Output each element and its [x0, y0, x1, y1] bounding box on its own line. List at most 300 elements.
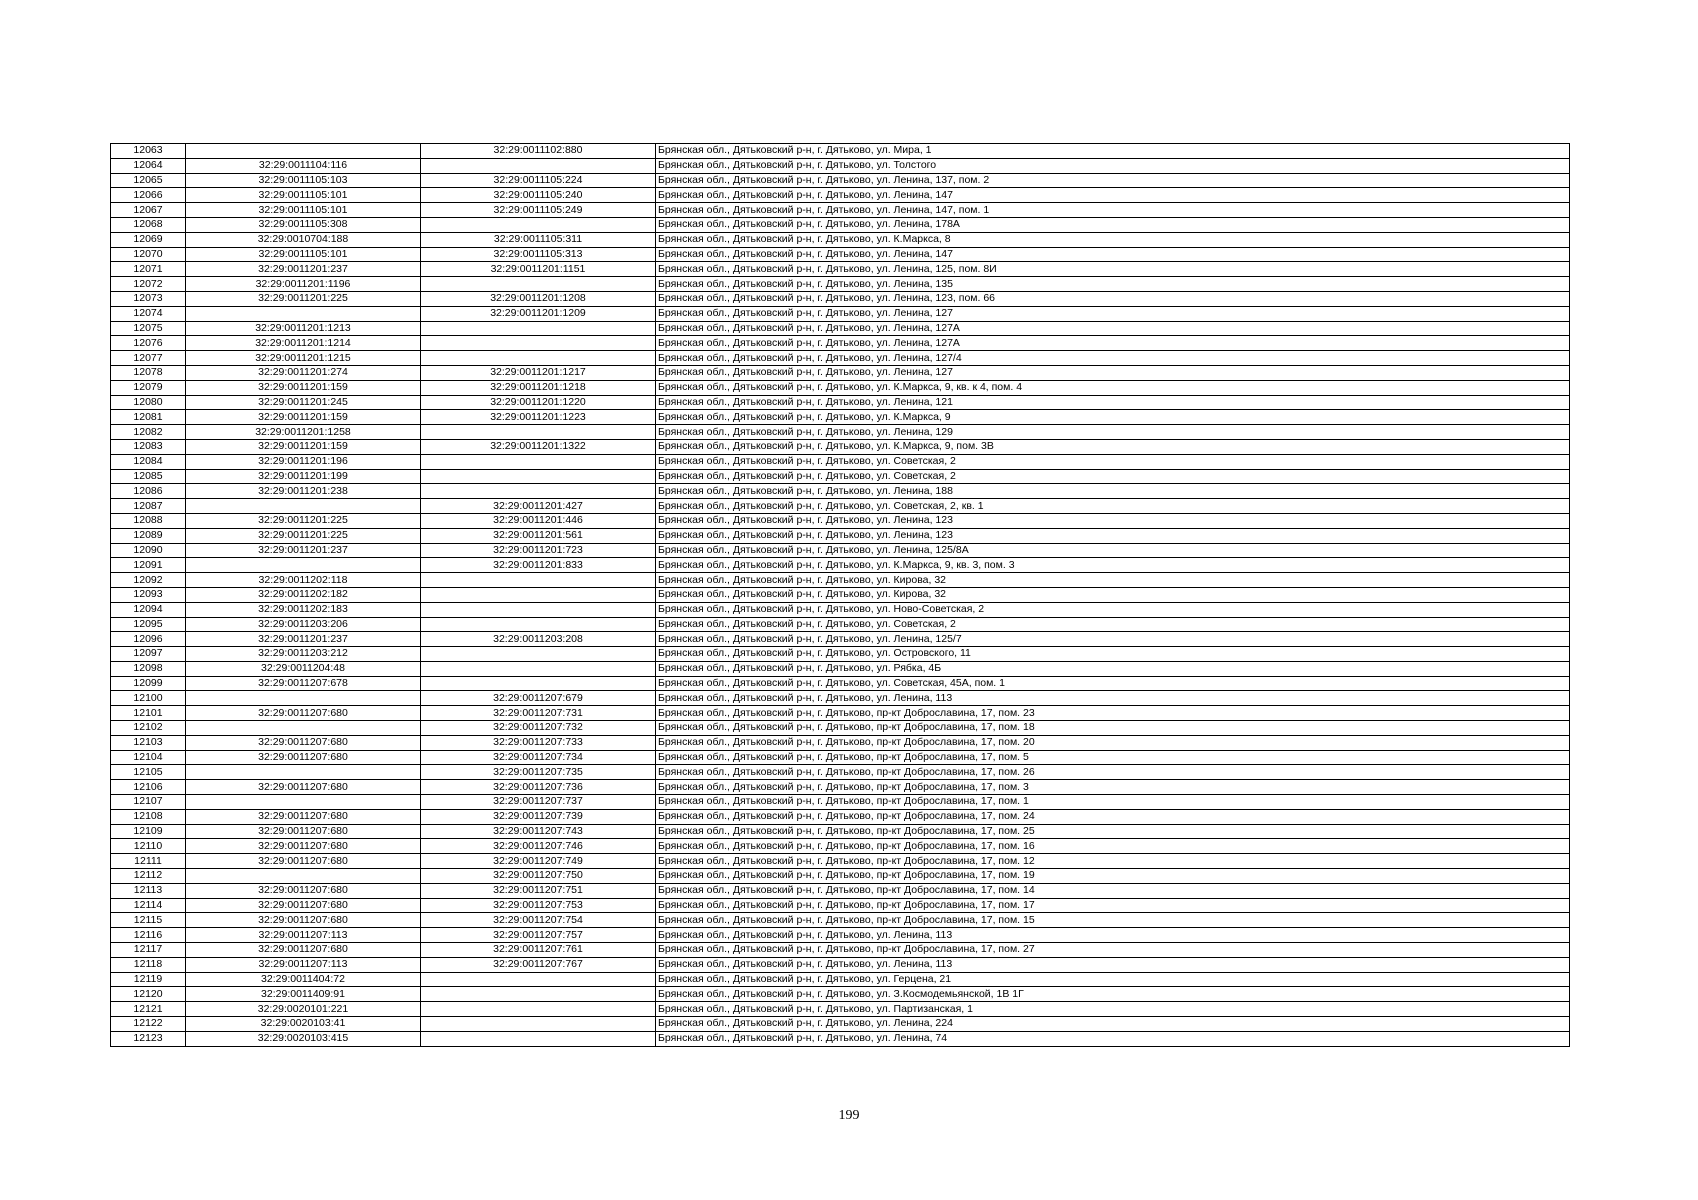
address-cell: Брянская обл., Дятьковский р-н, г. Дятьково, ул. Ленина, 123 [656, 513, 1570, 528]
row-number-cell: 12068 [111, 217, 186, 232]
registry-table-body [111, 144, 1570, 1047]
row-number-cell: 12121 [111, 1002, 186, 1017]
table-row [111, 957, 1570, 972]
row-number-cell: 12113 [111, 883, 186, 898]
related-cadastral-number-cell: 32:29:0011201:1208 [421, 291, 656, 306]
related-cadastral-number-cell [421, 336, 656, 351]
address-cell: Брянская обл., Дятьковский р-н, г. Дятьково, пр-кт Доброславина, 17, пом. 19 [656, 869, 1570, 884]
row-number-cell: 12070 [111, 247, 186, 262]
address-cell: Брянская обл., Дятьковский р-н, г. Дятьково, ул. Ленина, 113 [656, 928, 1570, 943]
related-cadastral-number-cell [421, 602, 656, 617]
cadastral-number-cell: 32:29:0011201:245 [186, 395, 421, 410]
row-number-cell: 12075 [111, 321, 186, 336]
cadastral-number-cell: 32:29:0011203:212 [186, 647, 421, 662]
related-cadastral-number-cell: 32:29:0011207:757 [421, 928, 656, 943]
row-number-cell: 12107 [111, 795, 186, 810]
row-number-cell: 12118 [111, 957, 186, 972]
address-cell: Брянская обл., Дятьковский р-н, г. Дятьково, ул. Ново-Советская, 2 [656, 602, 1570, 617]
table-row [111, 351, 1570, 366]
related-cadastral-number-cell: 32:29:0011207:767 [421, 957, 656, 972]
related-cadastral-number-cell [421, 676, 656, 691]
cadastral-number-cell: 32:29:0011207:113 [186, 957, 421, 972]
address-cell: Брянская обл., Дятьковский р-н, г. Дятьково, пр-кт Доброславина, 17, пом. 25 [656, 824, 1570, 839]
row-number-cell: 12104 [111, 750, 186, 765]
row-number-cell: 12084 [111, 454, 186, 469]
table-row [111, 928, 1570, 943]
row-number-cell: 12090 [111, 543, 186, 558]
related-cadastral-number-cell: 32:29:0011201:1223 [421, 410, 656, 425]
cadastral-number-cell: 32:29:0011201:237 [186, 262, 421, 277]
related-cadastral-number-cell [421, 972, 656, 987]
cadastral-number-cell: 32:29:0011201:225 [186, 291, 421, 306]
row-number-cell: 12109 [111, 824, 186, 839]
related-cadastral-number-cell [421, 425, 656, 440]
related-cadastral-number-cell: 32:29:0011207:746 [421, 839, 656, 854]
address-cell: Брянская обл., Дятьковский р-н, г. Дятьково, ул. Кирова, 32 [656, 573, 1570, 588]
cadastral-number-cell: 32:29:0011201:274 [186, 365, 421, 380]
table-row [111, 410, 1570, 425]
address-cell: Брянская обл., Дятьковский р-н, г. Дятьково, ул. К.Маркса, 9, кв. 3, пом. 3 [656, 558, 1570, 573]
address-cell: Брянская обл., Дятьковский р-н, г. Дятьково, ул. Кирова, 32 [656, 587, 1570, 602]
related-cadastral-number-cell [421, 617, 656, 632]
cadastral-number-cell: 32:29:0010704:188 [186, 232, 421, 247]
row-number-cell: 12091 [111, 558, 186, 573]
cadastral-number-cell: 32:29:0011201:159 [186, 380, 421, 395]
cadastral-number-cell: 32:29:0011105:101 [186, 247, 421, 262]
row-number-cell: 12094 [111, 602, 186, 617]
related-cadastral-number-cell [421, 158, 656, 173]
cadastral-number-cell: 32:29:0011201:238 [186, 484, 421, 499]
cadastral-number-cell: 32:29:0020101:221 [186, 1002, 421, 1017]
related-cadastral-number-cell [421, 321, 656, 336]
address-cell: Брянская обл., Дятьковский р-н, г. Дятьково, пр-кт Доброславина, 17, пом. 15 [656, 913, 1570, 928]
row-number-cell: 12077 [111, 351, 186, 366]
address-cell: Брянская обл., Дятьковский р-н, г. Дятьково, ул. Толстого [656, 158, 1570, 173]
row-number-cell: 12089 [111, 528, 186, 543]
table-row [111, 735, 1570, 750]
related-cadastral-number-cell: 32:29:0011207:743 [421, 824, 656, 839]
table-row [111, 558, 1570, 573]
row-number-cell: 12114 [111, 898, 186, 913]
related-cadastral-number-cell [421, 1031, 656, 1046]
related-cadastral-number-cell: 32:29:0011207:679 [421, 691, 656, 706]
table-row [111, 883, 1570, 898]
cadastral-number-cell: 32:29:0011207:680 [186, 854, 421, 869]
row-number-cell: 12123 [111, 1031, 186, 1046]
table-row [111, 898, 1570, 913]
row-number-cell: 12097 [111, 647, 186, 662]
related-cadastral-number-cell [421, 647, 656, 662]
address-cell: Брянская обл., Дятьковский р-н, г. Дятьково, пр-кт Доброславина, 17, пом. 27 [656, 943, 1570, 958]
address-cell: Брянская обл., Дятьковский р-н, г. Дятьково, ул. Ленина, 137, пом. 2 [656, 173, 1570, 188]
table-row [111, 291, 1570, 306]
table-row [111, 1031, 1570, 1046]
table-row [111, 203, 1570, 218]
row-number-cell: 12098 [111, 661, 186, 676]
related-cadastral-number-cell [421, 277, 656, 292]
cadastral-number-cell: 32:29:0011207:680 [186, 780, 421, 795]
row-number-cell: 12116 [111, 928, 186, 943]
cadastral-number-cell [186, 691, 421, 706]
table-row [111, 513, 1570, 528]
cadastral-number-cell: 32:29:0011404:72 [186, 972, 421, 987]
address-cell: Брянская обл., Дятьковский р-н, г. Дятьково, ул. Островского, 11 [656, 647, 1570, 662]
cadastral-number-cell: 32:29:0011207:678 [186, 676, 421, 691]
address-cell: Брянская обл., Дятьковский р-н, г. Дятьково, ул. Советская, 45А, пом. 1 [656, 676, 1570, 691]
row-number-cell: 12092 [111, 573, 186, 588]
address-cell: Брянская обл., Дятьковский р-н, г. Дятьково, ул. Ленина, 121 [656, 395, 1570, 410]
row-number-cell: 12105 [111, 765, 186, 780]
related-cadastral-number-cell: 32:29:0011201:1217 [421, 365, 656, 380]
table-row [111, 365, 1570, 380]
address-cell: Брянская обл., Дятьковский р-н, г. Дятьково, пр-кт Доброславина, 17, пом. 18 [656, 721, 1570, 736]
row-number-cell: 12064 [111, 158, 186, 173]
related-cadastral-number-cell: 32:29:0011102:880 [421, 144, 656, 159]
address-cell: Брянская обл., Дятьковский р-н, г. Дятьково, ул. К.Маркса, 9 [656, 410, 1570, 425]
row-number-cell: 12099 [111, 676, 186, 691]
row-number-cell: 12073 [111, 291, 186, 306]
address-cell: Брянская обл., Дятьковский р-н, г. Дятьково, пр-кт Доброславина, 17, пом. 23 [656, 706, 1570, 721]
address-cell: Брянская обл., Дятьковский р-н, г. Дятьково, пр-кт Доброславина, 17, пом. 20 [656, 735, 1570, 750]
table-row [111, 173, 1570, 188]
related-cadastral-number-cell: 32:29:0011105:240 [421, 188, 656, 203]
row-number-cell: 12102 [111, 721, 186, 736]
address-cell: Брянская обл., Дятьковский р-н, г. Дятьково, ул. Ленина, 125, пом. 8И [656, 262, 1570, 277]
related-cadastral-number-cell: 32:29:0011105:224 [421, 173, 656, 188]
table-row [111, 499, 1570, 514]
table-row [111, 913, 1570, 928]
cadastral-number-cell: 32:29:0011207:680 [186, 750, 421, 765]
table-row [111, 721, 1570, 736]
cadastral-number-cell: 32:29:0011201:1258 [186, 425, 421, 440]
table-row [111, 380, 1570, 395]
cadastral-number-cell: 32:29:0011201:199 [186, 469, 421, 484]
table-row [111, 144, 1570, 159]
row-number-cell: 12066 [111, 188, 186, 203]
related-cadastral-number-cell [421, 217, 656, 232]
cadastral-number-cell [186, 306, 421, 321]
related-cadastral-number-cell [421, 987, 656, 1002]
table-row [111, 602, 1570, 617]
related-cadastral-number-cell: 32:29:0011201:723 [421, 543, 656, 558]
table-row [111, 676, 1570, 691]
cadastral-number-cell: 32:29:0011201:237 [186, 543, 421, 558]
row-number-cell: 12111 [111, 854, 186, 869]
row-number-cell: 12065 [111, 173, 186, 188]
address-cell: Брянская обл., Дятьковский р-н, г. Дятьково, ул. Советская, 2, кв. 1 [656, 499, 1570, 514]
related-cadastral-number-cell: 32:29:0011105:311 [421, 232, 656, 247]
cadastral-number-cell: 32:29:0011207:680 [186, 824, 421, 839]
table-row [111, 158, 1570, 173]
cadastral-number-cell: 32:29:0011207:113 [186, 928, 421, 943]
cadastral-number-cell: 32:29:0011204:48 [186, 661, 421, 676]
address-cell: Брянская обл., Дятьковский р-н, г. Дятьково, ул. Ленина, 224 [656, 1017, 1570, 1032]
cadastral-number-cell [186, 869, 421, 884]
table-row [111, 484, 1570, 499]
cadastral-number-cell: 32:29:0011207:680 [186, 809, 421, 824]
row-number-cell: 12081 [111, 410, 186, 425]
row-number-cell: 12096 [111, 632, 186, 647]
cadastral-number-cell: 32:29:0011201:1196 [186, 277, 421, 292]
table-row [111, 469, 1570, 484]
address-cell: Брянская обл., Дятьковский р-н, г. Дятьково, ул. Ленина, 135 [656, 277, 1570, 292]
table-row [111, 691, 1570, 706]
table-row [111, 780, 1570, 795]
related-cadastral-number-cell: 32:29:0011207:734 [421, 750, 656, 765]
address-cell: Брянская обл., Дятьковский р-н, г. Дятьково, ул. Ленина, 113 [656, 957, 1570, 972]
row-number-cell: 12071 [111, 262, 186, 277]
address-cell: Брянская обл., Дятьковский р-н, г. Дятьково, ул. Ленина, 178А [656, 217, 1570, 232]
related-cadastral-number-cell [421, 351, 656, 366]
cadastral-number-cell: 32:29:0011104:116 [186, 158, 421, 173]
row-number-cell: 12120 [111, 987, 186, 1002]
row-number-cell: 12063 [111, 144, 186, 159]
table-row [111, 573, 1570, 588]
related-cadastral-number-cell: 32:29:0011105:249 [421, 203, 656, 218]
cadastral-number-cell: 32:29:0011201:1215 [186, 351, 421, 366]
related-cadastral-number-cell: 32:29:0011105:313 [421, 247, 656, 262]
row-number-cell: 12100 [111, 691, 186, 706]
cadastral-number-cell [186, 795, 421, 810]
table-row [111, 972, 1570, 987]
address-cell: Брянская обл., Дятьковский р-н, г. Дятьково, ул. К.Маркса, 9, кв. к 4, пом. 4 [656, 380, 1570, 395]
cadastral-number-cell: 32:29:0011105:103 [186, 173, 421, 188]
cadastral-number-cell: 32:29:0011202:118 [186, 573, 421, 588]
related-cadastral-number-cell: 32:29:0011207:761 [421, 943, 656, 958]
related-cadastral-number-cell [421, 454, 656, 469]
cadastral-number-cell: 32:29:0011207:680 [186, 898, 421, 913]
related-cadastral-number-cell: 32:29:0011201:561 [421, 528, 656, 543]
related-cadastral-number-cell [421, 573, 656, 588]
cadastral-number-cell: 32:29:0011203:206 [186, 617, 421, 632]
table-row [111, 454, 1570, 469]
cadastral-number-cell: 32:29:0011201:159 [186, 410, 421, 425]
row-number-cell: 12117 [111, 943, 186, 958]
cadastral-number-cell: 32:29:0011207:680 [186, 706, 421, 721]
address-cell: Брянская обл., Дятьковский р-н, г. Дятьково, ул. Ленина, 129 [656, 425, 1570, 440]
address-cell: Брянская обл., Дятьковский р-н, г. Дятьково, ул. Партизанская, 1 [656, 1002, 1570, 1017]
table-row [111, 1002, 1570, 1017]
cadastral-number-cell: 32:29:0011207:680 [186, 735, 421, 750]
address-cell: Брянская обл., Дятьковский р-н, г. Дятьково, ул. Ленина, 123, пом. 66 [656, 291, 1570, 306]
row-number-cell: 12067 [111, 203, 186, 218]
table-row [111, 425, 1570, 440]
table-row [111, 809, 1570, 824]
row-number-cell: 12115 [111, 913, 186, 928]
cadastral-number-cell: 32:29:0020103:415 [186, 1031, 421, 1046]
table-row [111, 839, 1570, 854]
row-number-cell: 12078 [111, 365, 186, 380]
address-cell: Брянская обл., Дятьковский р-н, г. Дятьково, пр-кт Доброславина, 17, пом. 16 [656, 839, 1570, 854]
cadastral-number-cell: 32:29:0011201:159 [186, 439, 421, 454]
related-cadastral-number-cell: 32:29:0011207:731 [421, 706, 656, 721]
table-row [111, 824, 1570, 839]
address-cell: Брянская обл., Дятьковский р-н, г. Дятьково, ул. Ленина, 188 [656, 484, 1570, 499]
row-number-cell: 12108 [111, 809, 186, 824]
row-number-cell: 12088 [111, 513, 186, 528]
address-cell: Брянская обл., Дятьковский р-н, г. Дятьково, пр-кт Доброславина, 17, пом. 24 [656, 809, 1570, 824]
address-cell: Брянская обл., Дятьковский р-н, г. Дятьково, ул. Советская, 2 [656, 469, 1570, 484]
address-cell: Брянская обл., Дятьковский р-н, г. Дятьково, ул. Ленина, 147, пом. 1 [656, 203, 1570, 218]
page-number: 199 [838, 1108, 860, 1123]
table-row [111, 247, 1570, 262]
related-cadastral-number-cell: 32:29:0011201:1218 [421, 380, 656, 395]
address-cell: Брянская обл., Дятьковский р-н, г. Дятьково, ул. Рябка, 4Б [656, 661, 1570, 676]
table-row [111, 706, 1570, 721]
table-row [111, 277, 1570, 292]
row-number-cell: 12086 [111, 484, 186, 499]
address-cell: Брянская обл., Дятьковский р-н, г. Дятьково, ул. Советская, 2 [656, 617, 1570, 632]
address-cell: Брянская обл., Дятьковский р-н, г. Дятьково, пр-кт Доброславина, 17, пом. 14 [656, 883, 1570, 898]
cadastral-number-cell: 32:29:0011202:182 [186, 587, 421, 602]
related-cadastral-number-cell: 32:29:0011207:749 [421, 854, 656, 869]
address-cell: Брянская обл., Дятьковский р-н, г. Дятьково, ул. З.Космодемьянской, 1В 1Г [656, 987, 1570, 1002]
cadastral-number-cell: 32:29:0011409:91 [186, 987, 421, 1002]
table-row [111, 217, 1570, 232]
table-row [111, 1017, 1570, 1032]
address-cell: Брянская обл., Дятьковский р-н, г. Дятьково, ул. Мира, 1 [656, 144, 1570, 159]
row-number-cell: 12103 [111, 735, 186, 750]
address-cell: Брянская обл., Дятьковский р-н, г. Дятьково, ул. Советская, 2 [656, 454, 1570, 469]
table-row [111, 765, 1570, 780]
table-row [111, 528, 1570, 543]
table-row [111, 395, 1570, 410]
cadastral-number-cell: 32:29:0011202:183 [186, 602, 421, 617]
row-number-cell: 12101 [111, 706, 186, 721]
address-cell: Брянская обл., Дятьковский р-н, г. Дятьково, ул. Ленина, 125/8А [656, 543, 1570, 558]
row-number-cell: 12087 [111, 499, 186, 514]
table-row [111, 795, 1570, 810]
address-cell: Брянская обл., Дятьковский р-н, г. Дятьково, пр-кт Доброславина, 17, пом. 1 [656, 795, 1570, 810]
cadastral-number-cell: 32:29:0011105:308 [186, 217, 421, 232]
address-cell: Брянская обл., Дятьковский р-н, г. Дятьково, пр-кт Доброславина, 17, пом. 26 [656, 765, 1570, 780]
cadastral-number-cell [186, 558, 421, 573]
table-row [111, 262, 1570, 277]
address-cell: Брянская обл., Дятьковский р-н, г. Дятьково, ул. Ленина, 127 [656, 365, 1570, 380]
address-cell: Брянская обл., Дятьковский р-н, г. Дятьково, ул. Ленина, 147 [656, 188, 1570, 203]
related-cadastral-number-cell: 32:29:0011203:208 [421, 632, 656, 647]
row-number-cell: 12069 [111, 232, 186, 247]
related-cadastral-number-cell: 32:29:0011207:737 [421, 795, 656, 810]
related-cadastral-number-cell: 32:29:0011201:427 [421, 499, 656, 514]
related-cadastral-number-cell: 32:29:0011207:736 [421, 780, 656, 795]
address-cell: Брянская обл., Дятьковский р-н, г. Дятьково, ул. Ленина, 74 [656, 1031, 1570, 1046]
address-cell: Брянская обл., Дятьковский р-н, г. Дятьково, пр-кт Доброславина, 17, пом. 17 [656, 898, 1570, 913]
row-number-cell: 12074 [111, 306, 186, 321]
row-number-cell: 12076 [111, 336, 186, 351]
cadastral-number-cell: 32:29:0011201:196 [186, 454, 421, 469]
cadastral-number-cell: 32:29:0011201:237 [186, 632, 421, 647]
related-cadastral-number-cell: 32:29:0011207:733 [421, 735, 656, 750]
table-row [111, 647, 1570, 662]
table-row [111, 617, 1570, 632]
registry-table [110, 143, 1570, 1047]
address-cell: Брянская обл., Дятьковский р-н, г. Дятьково, пр-кт Доброславина, 17, пом. 12 [656, 854, 1570, 869]
cadastral-number-cell: 32:29:0011207:680 [186, 883, 421, 898]
row-number-cell: 12093 [111, 587, 186, 602]
table-row [111, 869, 1570, 884]
address-cell: Брянская обл., Дятьковский р-н, г. Дятьково, ул. Ленина, 147 [656, 247, 1570, 262]
cadastral-number-cell: 32:29:0011201:225 [186, 528, 421, 543]
row-number-cell: 12083 [111, 439, 186, 454]
cadastral-number-cell [186, 721, 421, 736]
table-row [111, 439, 1570, 454]
row-number-cell: 12095 [111, 617, 186, 632]
cadastral-number-cell: 32:29:0011105:101 [186, 203, 421, 218]
address-cell: Брянская обл., Дятьковский р-н, г. Дятьково, ул. Герцена, 21 [656, 972, 1570, 987]
related-cadastral-number-cell: 32:29:0011201:1220 [421, 395, 656, 410]
related-cadastral-number-cell: 32:29:0011201:1151 [421, 262, 656, 277]
row-number-cell: 12085 [111, 469, 186, 484]
related-cadastral-number-cell: 32:29:0011201:833 [421, 558, 656, 573]
related-cadastral-number-cell: 32:29:0011207:750 [421, 869, 656, 884]
table-row [111, 336, 1570, 351]
address-cell: Брянская обл., Дятьковский р-н, г. Дятьково, ул. Ленина, 113 [656, 691, 1570, 706]
related-cadastral-number-cell: 32:29:0011201:1209 [421, 306, 656, 321]
cadastral-number-cell [186, 765, 421, 780]
row-number-cell: 12072 [111, 277, 186, 292]
address-cell: Брянская обл., Дятьковский р-н, г. Дятьково, ул. Ленина, 127А [656, 336, 1570, 351]
address-cell: Брянская обл., Дятьковский р-н, г. Дятьково, ул. Ленина, 127А [656, 321, 1570, 336]
address-cell: Брянская обл., Дятьковский р-н, г. Дятьково, ул. Ленина, 125/7 [656, 632, 1570, 647]
row-number-cell: 12080 [111, 395, 186, 410]
related-cadastral-number-cell: 32:29:0011201:446 [421, 513, 656, 528]
table-row [111, 854, 1570, 869]
cadastral-number-cell: 32:29:0011207:680 [186, 943, 421, 958]
cadastral-number-cell: 32:29:0011207:680 [186, 839, 421, 854]
cadastral-number-cell: 32:29:0011201:1213 [186, 321, 421, 336]
row-number-cell: 12110 [111, 839, 186, 854]
related-cadastral-number-cell: 32:29:0011207:753 [421, 898, 656, 913]
row-number-cell: 12106 [111, 780, 186, 795]
table-row [111, 587, 1570, 602]
cadastral-number-cell [186, 499, 421, 514]
address-cell: Брянская обл., Дятьковский р-н, г. Дятьково, ул. Ленина, 127/4 [656, 351, 1570, 366]
table-row [111, 661, 1570, 676]
cadastral-number-cell: 32:29:0020103:41 [186, 1017, 421, 1032]
related-cadastral-number-cell [421, 1017, 656, 1032]
related-cadastral-number-cell [421, 661, 656, 676]
related-cadastral-number-cell: 32:29:0011207:735 [421, 765, 656, 780]
related-cadastral-number-cell [421, 1002, 656, 1017]
cadastral-number-cell: 32:29:0011201:1214 [186, 336, 421, 351]
related-cadastral-number-cell: 32:29:0011207:751 [421, 883, 656, 898]
row-number-cell: 12079 [111, 380, 186, 395]
cadastral-number-cell [186, 144, 421, 159]
related-cadastral-number-cell [421, 484, 656, 499]
cadastral-number-cell: 32:29:0011207:680 [186, 913, 421, 928]
table-row [111, 321, 1570, 336]
address-cell: Брянская обл., Дятьковский р-н, г. Дятьково, пр-кт Доброславина, 17, пом. 3 [656, 780, 1570, 795]
related-cadastral-number-cell: 32:29:0011207:754 [421, 913, 656, 928]
address-cell: Брянская обл., Дятьковский р-н, г. Дятьково, ул. Ленина, 123 [656, 528, 1570, 543]
related-cadastral-number-cell [421, 587, 656, 602]
address-cell: Брянская обл., Дятьковский р-н, г. Дятьково, ул. К.Маркса, 8 [656, 232, 1570, 247]
related-cadastral-number-cell: 32:29:0011201:1322 [421, 439, 656, 454]
table-row [111, 232, 1570, 247]
row-number-cell: 12082 [111, 425, 186, 440]
cadastral-number-cell: 32:29:0011105:101 [186, 188, 421, 203]
address-cell: Брянская обл., Дятьковский р-н, г. Дятьково, пр-кт Доброславина, 17, пом. 5 [656, 750, 1570, 765]
address-cell: Брянская обл., Дятьковский р-н, г. Дятьково, ул. Ленина, 127 [656, 306, 1570, 321]
table-row [111, 987, 1570, 1002]
table-row [111, 188, 1570, 203]
address-cell: Брянская обл., Дятьковский р-н, г. Дятьково, ул. К.Маркса, 9, пом. 3В [656, 439, 1570, 454]
table-row [111, 632, 1570, 647]
row-number-cell: 12119 [111, 972, 186, 987]
related-cadastral-number-cell [421, 469, 656, 484]
related-cadastral-number-cell: 32:29:0011207:739 [421, 809, 656, 824]
